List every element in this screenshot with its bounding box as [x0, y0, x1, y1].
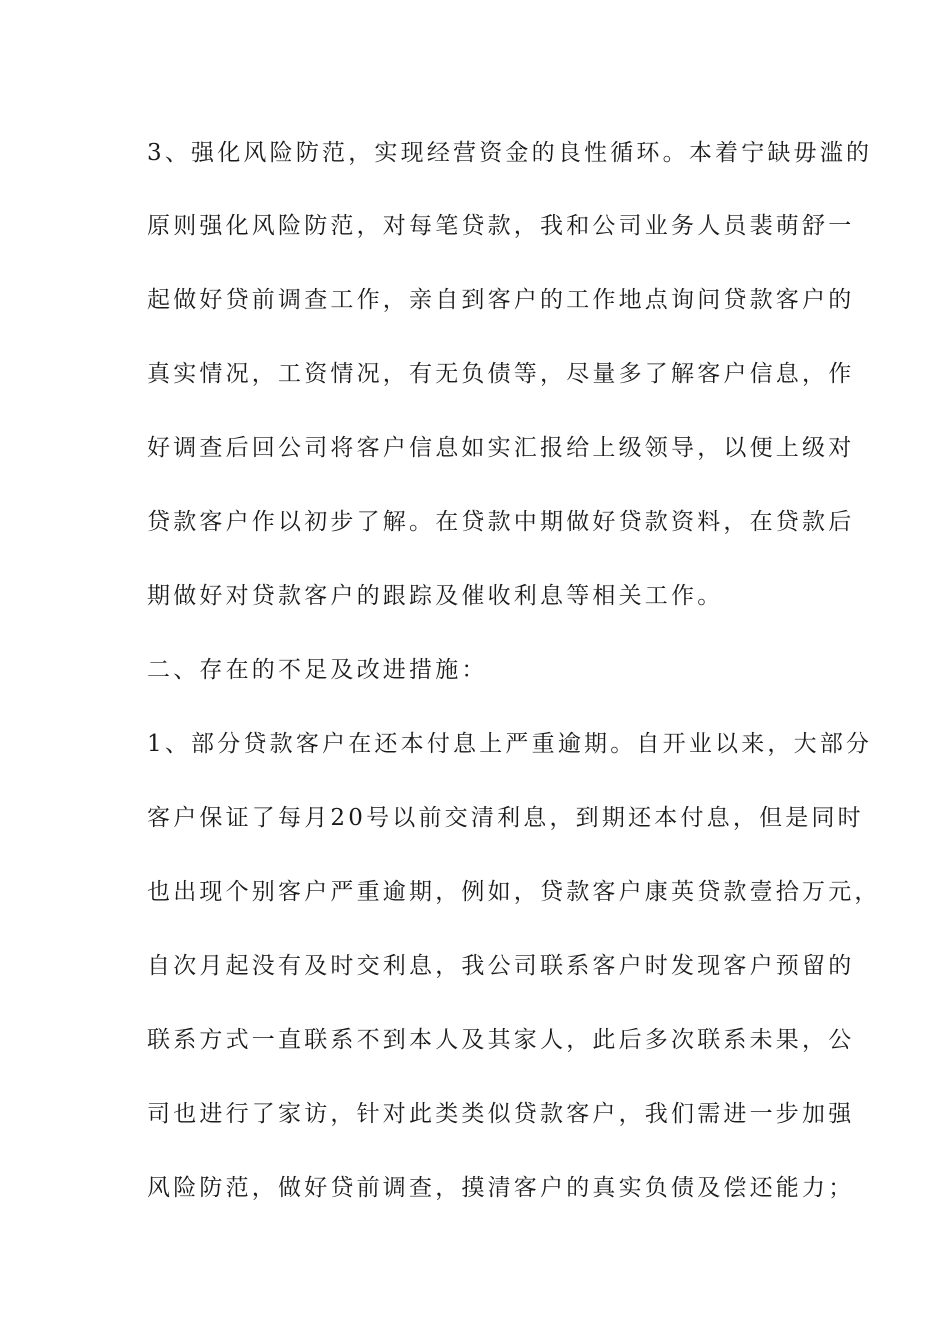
paragraph-line-3: 起做好贷前调查工作，亲自到客户的工作地点询问贷款客户的	[147, 287, 855, 313]
paragraph-line-6: 贷款客户作以初步了解。在贷款中期做好贷款资料，在贷款后	[147, 509, 855, 535]
paragraph-line-4: 真实情况，工资情况，有无负债等，尽量多了解客户信息，作	[147, 361, 855, 387]
section-heading: 二、存在的不足及改进措施：	[147, 657, 488, 683]
paragraph-line-9: 客户保证了每月20号以前交清利息，到期还本付息，但是同时	[147, 805, 864, 831]
paragraph-line-10: 也出现个别客户严重逾期，例如，贷款客户康英贷款壹拾万元，	[147, 879, 881, 905]
paragraph-line-12: 联系方式一直联系不到本人及其家人，此后多次联系未果，公	[147, 1027, 855, 1053]
paragraph-line-2: 原则强化风险防范，对每笔贷款，我和公司业务人员裴萌舒一	[147, 213, 855, 239]
paragraph-line-7: 期做好对贷款客户的跟踪及催收利息等相关工作。	[147, 583, 724, 609]
paragraph-line-5: 好调查后回公司将客户信息如实汇报给上级领导，以便上级对	[147, 435, 855, 461]
paragraph-line-8: 1、部分贷款客户在还本付息上严重逾期。自开业以来，大部分	[147, 731, 873, 757]
paragraph-line-1: 3、强化风险防范，实现经营资金的良性循环。本着宁缺毋滥的	[147, 140, 873, 166]
paragraph-line-11: 自次月起没有及时交利息，我公司联系客户时发现客户预留的	[147, 953, 855, 979]
paragraph-line-14: 风险防范，做好贷前调查，摸清客户的真实负债及偿还能力；	[147, 1175, 855, 1201]
paragraph-line-13: 司也进行了家访，针对此类类似贷款客户，我们需进一步加强	[147, 1101, 855, 1127]
